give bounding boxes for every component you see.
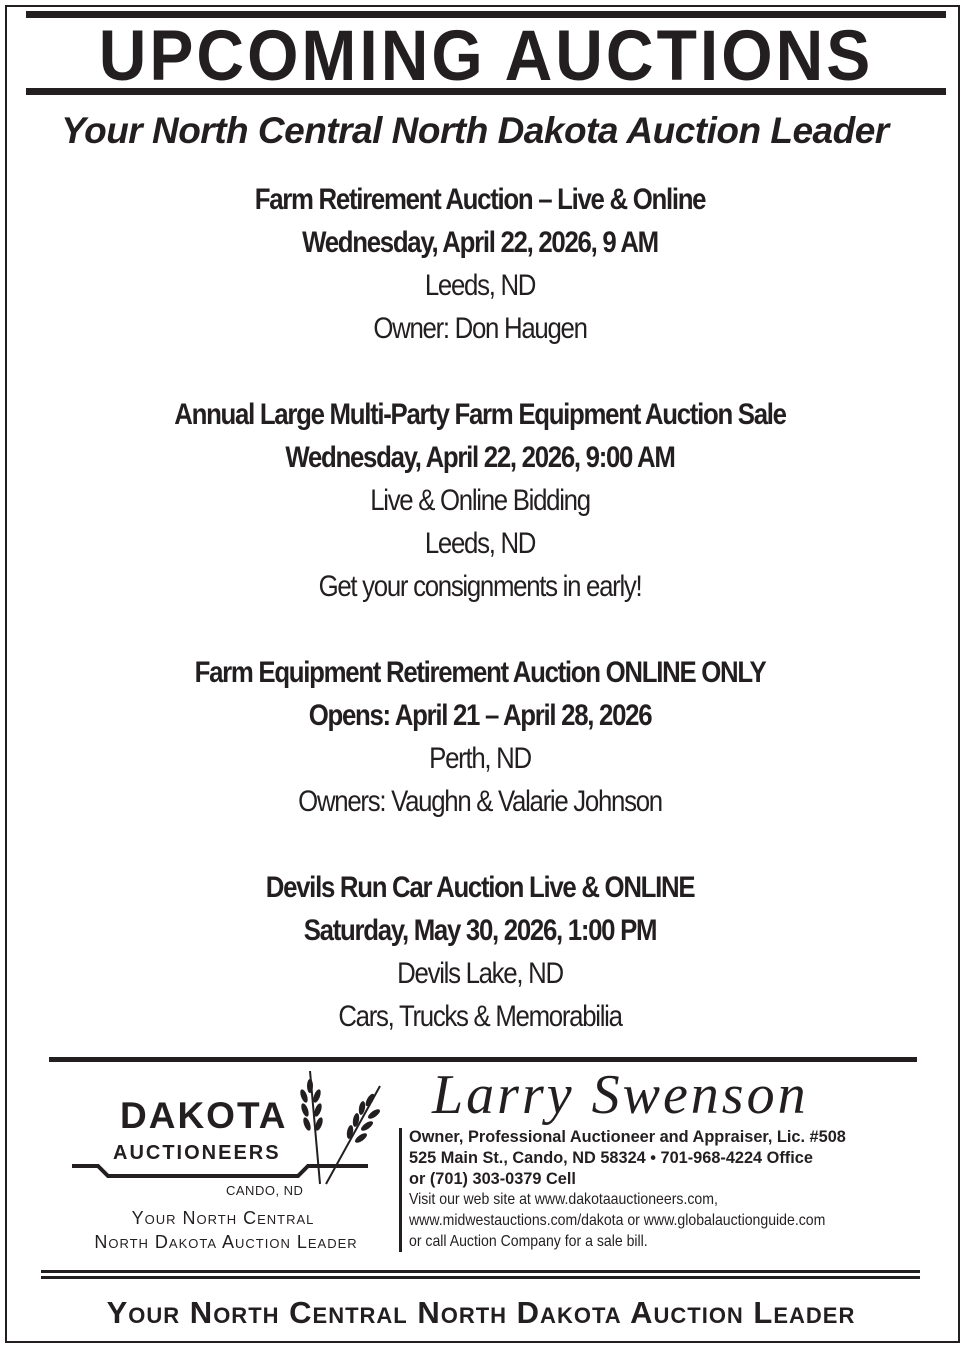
event-location: Leeds, ND [424, 527, 536, 560]
logo-tagline-2: North Dakota Auction Leader [94, 1232, 358, 1252]
event-title: Annual Large Multi-Party Farm Equipment Auction Sale [174, 398, 786, 431]
event-car-auction [0, 866, 960, 1038]
website-line-2: www.midwestauctions.com/dakota or www.globalauctionguide.com [409, 1212, 826, 1229]
website-line-3: or call Auction Company for a sale bill. [409, 1233, 648, 1250]
event-date: Saturday, May 30, 2026, 1:00 PM [303, 914, 657, 947]
event-location: Perth, ND [429, 742, 531, 775]
event-farm-retirement [0, 178, 960, 350]
events-list [0, 178, 960, 1081]
event-detail: Owner: Don Haugen [373, 312, 587, 345]
auctioneer-title: Owner, Professional Auctioneer and Appraiser, Lic. #508 [409, 1127, 846, 1146]
contact-info [409, 1126, 919, 1252]
auctioneer-name: Larry Swenson [432, 1064, 809, 1126]
event-detail: Cars, Trucks & Memorabilia [338, 1000, 622, 1033]
divider-bottom-2 [41, 1276, 920, 1279]
divider-bottom-1 [41, 1270, 920, 1273]
event-multi-party [0, 393, 960, 608]
banner [26, 11, 946, 95]
event-date: Opens: April 21 – April 28, 2026 [308, 699, 652, 732]
auctioneer-cell: or (701) 303-0379 Cell [409, 1169, 576, 1188]
event-title: Devils Run Car Auction Live & ONLINE [265, 871, 695, 904]
banner-title: UPCOMING AUCTIONS [98, 15, 874, 95]
logo-name-bottom: AUCTIONEERS [113, 1142, 281, 1164]
event-detail: Get your consignments in early! [318, 570, 642, 603]
event-date: Wednesday, April 22, 2026, 9 AM [302, 226, 658, 259]
logo-city: CANDO, ND [226, 1183, 304, 1198]
event-bidding: Live & Online Bidding [370, 484, 590, 517]
event-title: Farm Retirement Auction – Live & Online [254, 183, 706, 216]
tagline: Your North Central North Dakota Auction Leader [61, 110, 889, 151]
website-line-1: Visit our web site at www.dakotaauctioneers.com, [409, 1191, 718, 1208]
auctioneer-address: 525 Main St., Cando, ND 58324 • 701-968-4224 Office [409, 1148, 813, 1167]
logo-tagline-1: Your North Central [131, 1208, 315, 1228]
event-detail: Owners: Vaughn & Valarie Johnson [298, 785, 662, 818]
event-title: Farm Equipment Retirement Auction ONLINE ONLY [194, 656, 766, 689]
contact-divider [399, 1128, 402, 1252]
event-location: Leeds, ND [424, 269, 536, 302]
logo-name-top: DAKOTA [120, 1095, 288, 1136]
company-logo [68, 1066, 398, 1262]
divider-top [49, 1057, 917, 1062]
event-online-only [0, 651, 960, 823]
footer-tagline: Your North Central North Dakota Auction Leader [106, 1295, 856, 1330]
event-location: Devils Lake, ND [397, 957, 563, 990]
event-date: Wednesday, April 22, 2026, 9:00 AM [285, 441, 675, 474]
